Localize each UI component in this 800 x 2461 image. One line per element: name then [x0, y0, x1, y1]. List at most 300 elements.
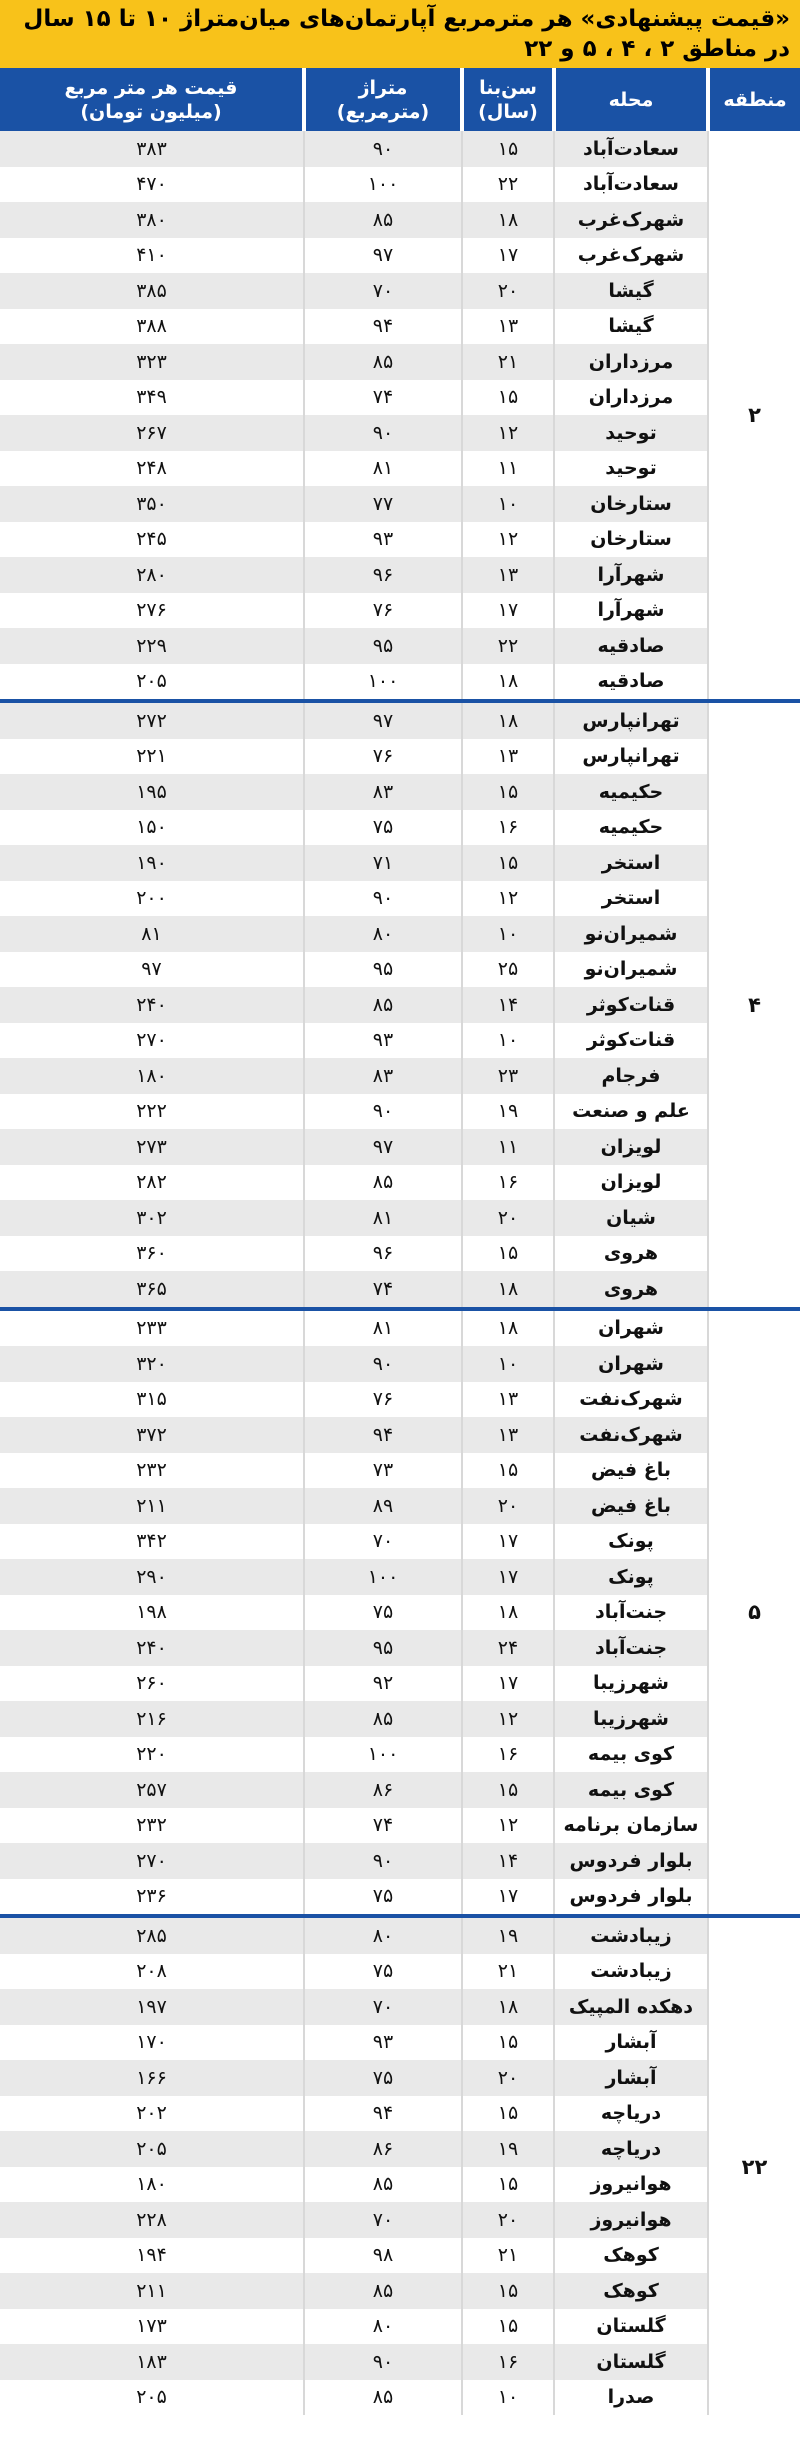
neighborhood-cell: آبشار [554, 2025, 708, 2061]
neighborhood-cell: علم و صنعت [554, 1094, 708, 1130]
price-cell: ۲۲۲ [0, 1094, 304, 1130]
neighborhood-cell: زیبادشت [554, 1954, 708, 1990]
building-age-cell: ۱۳ [462, 1417, 554, 1453]
price-cell: ۱۸۰ [0, 1058, 304, 1094]
neighborhood-cell: هروی [554, 1271, 708, 1309]
table-row [0, 451, 800, 487]
area-cell: ۷۶ [304, 1382, 462, 1418]
neighborhood-cell: آبشار [554, 2060, 708, 2096]
building-age-cell: ۱۸ [462, 701, 554, 739]
table-row [0, 238, 800, 274]
price-cell: ۲۶۷ [0, 415, 304, 451]
area-cell: ۹۰ [304, 2344, 462, 2380]
region-cell: ۵ [708, 1309, 800, 1917]
price-cell: ۳۸۸ [0, 309, 304, 345]
table-row [0, 628, 800, 664]
building-age-cell: ۱۳ [462, 1382, 554, 1418]
building-age-cell: ۱۵ [462, 2096, 554, 2132]
area-cell: ۸۵ [304, 2167, 462, 2203]
building-age-cell: ۱۵ [462, 845, 554, 881]
area-cell: ۸۵ [304, 987, 462, 1023]
table-row [0, 1309, 800, 1347]
table-row [0, 2380, 800, 2416]
neighborhood-cell: شهرزیبا [554, 1701, 708, 1737]
region-cell: ۲۲ [708, 1916, 800, 2415]
neighborhood-cell: استخر [554, 881, 708, 917]
building-age-cell: ۱۵ [462, 2025, 554, 2061]
neighborhood-cell: جنت‌آباد [554, 1630, 708, 1666]
building-age-cell: ۱۷ [462, 593, 554, 629]
neighborhood-cell: گلستان [554, 2309, 708, 2345]
table-row [0, 1843, 800, 1879]
building-age-cell: ۱۰ [462, 1346, 554, 1382]
table-row [0, 701, 800, 739]
neighborhood-cell: شیان [554, 1200, 708, 1236]
price-cell: ۲۴۰ [0, 1630, 304, 1666]
price-cell: ۱۹۷ [0, 1989, 304, 2025]
area-cell: ۷۰ [304, 2202, 462, 2238]
building-age-cell: ۱۸ [462, 1595, 554, 1631]
table-row [0, 1666, 800, 1702]
table-row [0, 167, 800, 203]
price-cell: ۳۶۰ [0, 1236, 304, 1272]
area-cell: ۹۵ [304, 1630, 462, 1666]
table-row [0, 380, 800, 416]
price-cell: ۳۲۳ [0, 344, 304, 380]
neighborhood-cell: ستارخان [554, 486, 708, 522]
neighborhood-cell: کوی بیمه [554, 1772, 708, 1808]
neighborhood-cell: شهرزیبا [554, 1666, 708, 1702]
building-age-cell: ۱۵ [462, 2273, 554, 2309]
table-row [0, 664, 800, 702]
price-cell: ۲۷۶ [0, 593, 304, 629]
table-row [0, 1382, 800, 1418]
table-row [0, 273, 800, 309]
title-banner [0, 0, 800, 68]
neighborhood-cell: گلستان [554, 2344, 708, 2380]
neighborhood-cell: سعادت‌آباد [554, 131, 708, 167]
table-row [0, 1701, 800, 1737]
area-cell: ۷۰ [304, 273, 462, 309]
price-cell: ۱۹۴ [0, 2238, 304, 2274]
neighborhood-cell: قنات‌کوثر [554, 1023, 708, 1059]
neighborhood-cell: تهرانپارس [554, 739, 708, 775]
price-cell: ۱۵۰ [0, 810, 304, 846]
neighborhood-cell: تهرانپارس [554, 701, 708, 739]
building-age-cell: ۱۰ [462, 916, 554, 952]
neighborhood-cell: زیبادشت [554, 1916, 708, 1954]
price-cell: ۲۳۲ [0, 1453, 304, 1489]
region-cell: ۴ [708, 701, 800, 1309]
table-row [0, 593, 800, 629]
price-cell: ۱۷۳ [0, 2309, 304, 2345]
building-age-cell: ۱۸ [462, 664, 554, 702]
building-age-cell: ۱۲ [462, 522, 554, 558]
table-row [0, 415, 800, 451]
building-age-cell: ۱۲ [462, 1701, 554, 1737]
neighborhood-cell: پونک [554, 1559, 708, 1595]
neighborhood-cell: استخر [554, 845, 708, 881]
building-age-cell: ۱۸ [462, 1989, 554, 2025]
price-cell: ۳۶۵ [0, 1271, 304, 1309]
area-cell: ۹۶ [304, 1236, 462, 1272]
table-row [0, 1989, 800, 2025]
building-age-cell: ۱۴ [462, 987, 554, 1023]
table-row [0, 1630, 800, 1666]
building-age-cell: ۲۰ [462, 2202, 554, 2238]
area-cell: ۷۴ [304, 380, 462, 416]
neighborhood-cell: کوهک [554, 2273, 708, 2309]
price-cell: ۲۷۰ [0, 1843, 304, 1879]
table-row [0, 1879, 800, 1917]
neighborhood-cell: بلوار فردوس [554, 1843, 708, 1879]
area-cell: ۷۵ [304, 1595, 462, 1631]
table-row [0, 2344, 800, 2380]
area-cell: ۷۷ [304, 486, 462, 522]
building-age-cell: ۱۵ [462, 1453, 554, 1489]
table-row [0, 2131, 800, 2167]
price-cell: ۳۸۳ [0, 131, 304, 167]
table-row [0, 1236, 800, 1272]
price-cell: ۲۰۵ [0, 664, 304, 702]
area-cell: ۱۰۰ [304, 1559, 462, 1595]
table-row [0, 486, 800, 522]
area-cell: ۸۱ [304, 451, 462, 487]
title-line-2: در مناطق ۲ ، ۴ ، ۵ و ۲۲ [524, 36, 790, 62]
neighborhood-cell: شمیران‌نو [554, 916, 708, 952]
price-cell: ۳۷۲ [0, 1417, 304, 1453]
price-cell: ۲۲۹ [0, 628, 304, 664]
area-cell: ۸۵ [304, 1165, 462, 1201]
area-cell: ۷۴ [304, 1271, 462, 1309]
area-cell: ۹۷ [304, 1129, 462, 1165]
price-cell: ۲۰۲ [0, 2096, 304, 2132]
neighborhood-cell: فرجام [554, 1058, 708, 1094]
table-row [0, 1271, 800, 1309]
area-cell: ۹۳ [304, 1023, 462, 1059]
price-cell: ۲۹۰ [0, 1559, 304, 1595]
building-age-cell: ۱۹ [462, 1094, 554, 1130]
area-cell: ۸۰ [304, 1916, 462, 1954]
building-age-cell: ۱۹ [462, 1916, 554, 1954]
building-age-cell: ۲۱ [462, 2238, 554, 2274]
table-row [0, 309, 800, 345]
neighborhood-cell: پونک [554, 1524, 708, 1560]
area-cell: ۸۹ [304, 1488, 462, 1524]
table-row [0, 557, 800, 593]
building-age-cell: ۱۰ [462, 1023, 554, 1059]
price-cell: ۲۰۸ [0, 1954, 304, 1990]
building-age-cell: ۱۷ [462, 1524, 554, 1560]
price-cell: ۲۱۶ [0, 1701, 304, 1737]
area-cell: ۹۴ [304, 1417, 462, 1453]
neighborhood-cell: توحید [554, 415, 708, 451]
price-cell: ۳۲۰ [0, 1346, 304, 1382]
neighborhood-cell: باغ فیض [554, 1488, 708, 1524]
neighborhood-cell: مرزداران [554, 344, 708, 380]
table-body [0, 131, 800, 2415]
area-cell: ۹۴ [304, 2096, 462, 2132]
building-age-cell: ۱۷ [462, 1559, 554, 1595]
building-age-cell: ۱۷ [462, 238, 554, 274]
building-age-cell: ۲۲ [462, 628, 554, 664]
neighborhood-cell: شهرک‌نفت [554, 1382, 708, 1418]
table-row [0, 2096, 800, 2132]
building-age-cell: ۱۶ [462, 1737, 554, 1773]
neighborhood-cell: شهرک‌غرب [554, 238, 708, 274]
price-cell: ۳۸۰ [0, 202, 304, 238]
area-cell: ۹۲ [304, 1666, 462, 1702]
area-cell: ۸۱ [304, 1309, 462, 1347]
building-age-cell: ۱۲ [462, 881, 554, 917]
area-cell: ۹۷ [304, 238, 462, 274]
neighborhood-cell: حکیمیه [554, 810, 708, 846]
neighborhood-cell: کوی بیمه [554, 1737, 708, 1773]
area-cell: ۹۷ [304, 701, 462, 739]
neighborhood-cell: هروی [554, 1236, 708, 1272]
neighborhood-cell: حکیمیه [554, 774, 708, 810]
price-table [0, 68, 800, 2415]
table-row [0, 1737, 800, 1773]
price-cell: ۱۶۶ [0, 2060, 304, 2096]
area-cell: ۸۵ [304, 1701, 462, 1737]
building-age-cell: ۱۵ [462, 380, 554, 416]
neighborhood-cell: شهران [554, 1309, 708, 1347]
area-cell: ۹۰ [304, 415, 462, 451]
price-cell: ۳۰۲ [0, 1200, 304, 1236]
neighborhood-cell: سازمان برنامه [554, 1808, 708, 1844]
table-row [0, 202, 800, 238]
area-cell: ۹۵ [304, 628, 462, 664]
area-cell: ۸۳ [304, 774, 462, 810]
table-row [0, 810, 800, 846]
table-row [0, 739, 800, 775]
area-cell: ۸۵ [304, 202, 462, 238]
area-cell: ۹۰ [304, 881, 462, 917]
price-cell: ۲۴۵ [0, 522, 304, 558]
table-row [0, 987, 800, 1023]
building-age-cell: ۱۵ [462, 1772, 554, 1808]
table-row [0, 1200, 800, 1236]
area-cell: ۷۶ [304, 593, 462, 629]
area-cell: ۱۰۰ [304, 167, 462, 203]
building-age-cell: ۱۶ [462, 1165, 554, 1201]
building-age-cell: ۱۰ [462, 2380, 554, 2416]
area-cell: ۸۶ [304, 1772, 462, 1808]
table-row [0, 774, 800, 810]
building-age-cell: ۱۵ [462, 774, 554, 810]
building-age-cell: ۱۲ [462, 1808, 554, 1844]
area-cell: ۷۵ [304, 810, 462, 846]
price-cell: ۱۹۵ [0, 774, 304, 810]
area-cell: ۷۱ [304, 845, 462, 881]
table-row [0, 1094, 800, 1130]
building-age-cell: ۱۶ [462, 810, 554, 846]
price-cell: ۱۸۳ [0, 2344, 304, 2380]
price-cell: ۲۲۸ [0, 2202, 304, 2238]
building-age-cell: ۱۸ [462, 1309, 554, 1347]
area-cell: ۹۰ [304, 131, 462, 167]
price-cell: ۱۹۰ [0, 845, 304, 881]
table-row [0, 1058, 800, 1094]
area-cell: ۸۵ [304, 2273, 462, 2309]
building-age-cell: ۱۷ [462, 1879, 554, 1917]
price-cell: ۲۸۰ [0, 557, 304, 593]
building-age-cell: ۱۴ [462, 1843, 554, 1879]
area-cell: ۷۶ [304, 739, 462, 775]
area-cell: ۹۰ [304, 1843, 462, 1879]
price-cell: ۲۸۲ [0, 1165, 304, 1201]
table-row [0, 2202, 800, 2238]
neighborhood-cell: جنت‌آباد [554, 1595, 708, 1631]
area-cell: ۷۵ [304, 1879, 462, 1917]
neighborhood-cell: لویزان [554, 1129, 708, 1165]
header-region: منطقه [708, 68, 800, 131]
price-cell: ۳۴۲ [0, 1524, 304, 1560]
neighborhood-cell: صادقیه [554, 664, 708, 702]
building-age-cell: ۲۵ [462, 952, 554, 988]
area-cell: ۹۸ [304, 2238, 462, 2274]
table-row [0, 2167, 800, 2203]
table-row [0, 1808, 800, 1844]
neighborhood-cell: ستارخان [554, 522, 708, 558]
area-cell: ۷۵ [304, 2060, 462, 2096]
neighborhood-cell: شهران [554, 1346, 708, 1382]
neighborhood-cell: گیشا [554, 309, 708, 345]
header-neighborhood: محله [554, 68, 708, 131]
region-cell: ۲ [708, 131, 800, 701]
building-age-cell: ۱۹ [462, 2131, 554, 2167]
table-row [0, 1129, 800, 1165]
table-row [0, 2273, 800, 2309]
neighborhood-cell: شهرآرا [554, 593, 708, 629]
area-cell: ۸۶ [304, 2131, 462, 2167]
building-age-cell: ۱۲ [462, 415, 554, 451]
table-row [0, 2060, 800, 2096]
price-cell: ۲۳۶ [0, 1879, 304, 1917]
area-cell: ۹۳ [304, 522, 462, 558]
table-row [0, 1559, 800, 1595]
building-age-cell: ۱۱ [462, 1129, 554, 1165]
neighborhood-cell: دریاچه [554, 2096, 708, 2132]
neighborhood-cell: بلوار فردوس [554, 1879, 708, 1917]
building-age-cell: ۱۵ [462, 131, 554, 167]
price-cell: ۳۵۰ [0, 486, 304, 522]
table-row [0, 1524, 800, 1560]
neighborhood-cell: قنات‌کوثر [554, 987, 708, 1023]
building-age-cell: ۱۵ [462, 2167, 554, 2203]
area-cell: ۹۳ [304, 2025, 462, 2061]
building-age-cell: ۱۷ [462, 1666, 554, 1702]
price-cell: ۲۷۳ [0, 1129, 304, 1165]
table-row [0, 916, 800, 952]
area-cell: ۸۵ [304, 2380, 462, 2416]
building-age-cell: ۲۱ [462, 344, 554, 380]
price-cell: ۲۵۷ [0, 1772, 304, 1808]
neighborhood-cell: مرزداران [554, 380, 708, 416]
area-cell: ۹۵ [304, 952, 462, 988]
price-cell: ۲۸۵ [0, 1916, 304, 1954]
building-age-cell: ۲۰ [462, 1200, 554, 1236]
building-age-cell: ۱۶ [462, 2344, 554, 2380]
building-age-cell: ۱۱ [462, 451, 554, 487]
neighborhood-cell: دهکده المپیک [554, 1989, 708, 2025]
area-cell: ۸۱ [304, 1200, 462, 1236]
title-line-1: «قیمت پیشنهادی» هر مترمربع آپارتمان‌های میان‌متراژ ۱۰ تا ۱۵ سال [23, 6, 790, 32]
area-cell: ۷۵ [304, 1954, 462, 1990]
table-header [0, 68, 800, 131]
price-cell: ۱۹۸ [0, 1595, 304, 1631]
neighborhood-cell: کوهک [554, 2238, 708, 2274]
building-age-cell: ۲۱ [462, 1954, 554, 1990]
area-cell: ۹۰ [304, 1346, 462, 1382]
area-cell: ۸۰ [304, 916, 462, 952]
neighborhood-cell: شهرک‌غرب [554, 202, 708, 238]
price-cell: ۱۷۰ [0, 2025, 304, 2061]
price-cell: ۲۷۰ [0, 1023, 304, 1059]
table-row [0, 1165, 800, 1201]
building-age-cell: ۱۸ [462, 1271, 554, 1309]
neighborhood-cell: توحید [554, 451, 708, 487]
price-cell: ۲۴۰ [0, 987, 304, 1023]
table-row [0, 1417, 800, 1453]
area-cell: ۷۰ [304, 1524, 462, 1560]
building-age-cell: ۱۳ [462, 309, 554, 345]
area-cell: ۷۴ [304, 1808, 462, 1844]
neighborhood-cell: لویزان [554, 1165, 708, 1201]
table-row [0, 344, 800, 380]
table-row [0, 2238, 800, 2274]
building-age-cell: ۲۳ [462, 1058, 554, 1094]
neighborhood-cell: صادقیه [554, 628, 708, 664]
building-age-cell: ۲۰ [462, 1488, 554, 1524]
neighborhood-cell: هوانیروز [554, 2202, 708, 2238]
price-cell: ۲۴۸ [0, 451, 304, 487]
area-cell: ۷۰ [304, 1989, 462, 2025]
table-row [0, 1954, 800, 1990]
table-row [0, 2309, 800, 2345]
table-row [0, 1453, 800, 1489]
neighborhood-cell: شهرک‌نفت [554, 1417, 708, 1453]
price-cell: ۲۱۱ [0, 1488, 304, 1524]
building-age-cell: ۱۵ [462, 2309, 554, 2345]
neighborhood-cell: هوانیروز [554, 2167, 708, 2203]
table-row [0, 1346, 800, 1382]
price-cell: ۳۸۵ [0, 273, 304, 309]
building-age-cell: ۲۲ [462, 167, 554, 203]
table-row [0, 1916, 800, 1954]
building-age-cell: ۱۰ [462, 486, 554, 522]
building-age-cell: ۱۸ [462, 202, 554, 238]
building-age-cell: ۲۰ [462, 2060, 554, 2096]
area-cell: ۹۰ [304, 1094, 462, 1130]
price-cell: ۲۲۱ [0, 739, 304, 775]
table-row [0, 952, 800, 988]
price-cell: ۴۱۰ [0, 238, 304, 274]
area-cell: ۷۳ [304, 1453, 462, 1489]
neighborhood-cell: دریاچه [554, 2131, 708, 2167]
neighborhood-cell: باغ فیض [554, 1453, 708, 1489]
price-cell: ۲۱۱ [0, 2273, 304, 2309]
building-age-cell: ۱۳ [462, 739, 554, 775]
table-row [0, 131, 800, 167]
price-cell: ۱۸۰ [0, 2167, 304, 2203]
price-cell: ۹۷ [0, 952, 304, 988]
table-row [0, 845, 800, 881]
price-cell: ۳۴۹ [0, 380, 304, 416]
price-cell: ۲۰۵ [0, 2131, 304, 2167]
price-cell: ۲۲۰ [0, 1737, 304, 1773]
